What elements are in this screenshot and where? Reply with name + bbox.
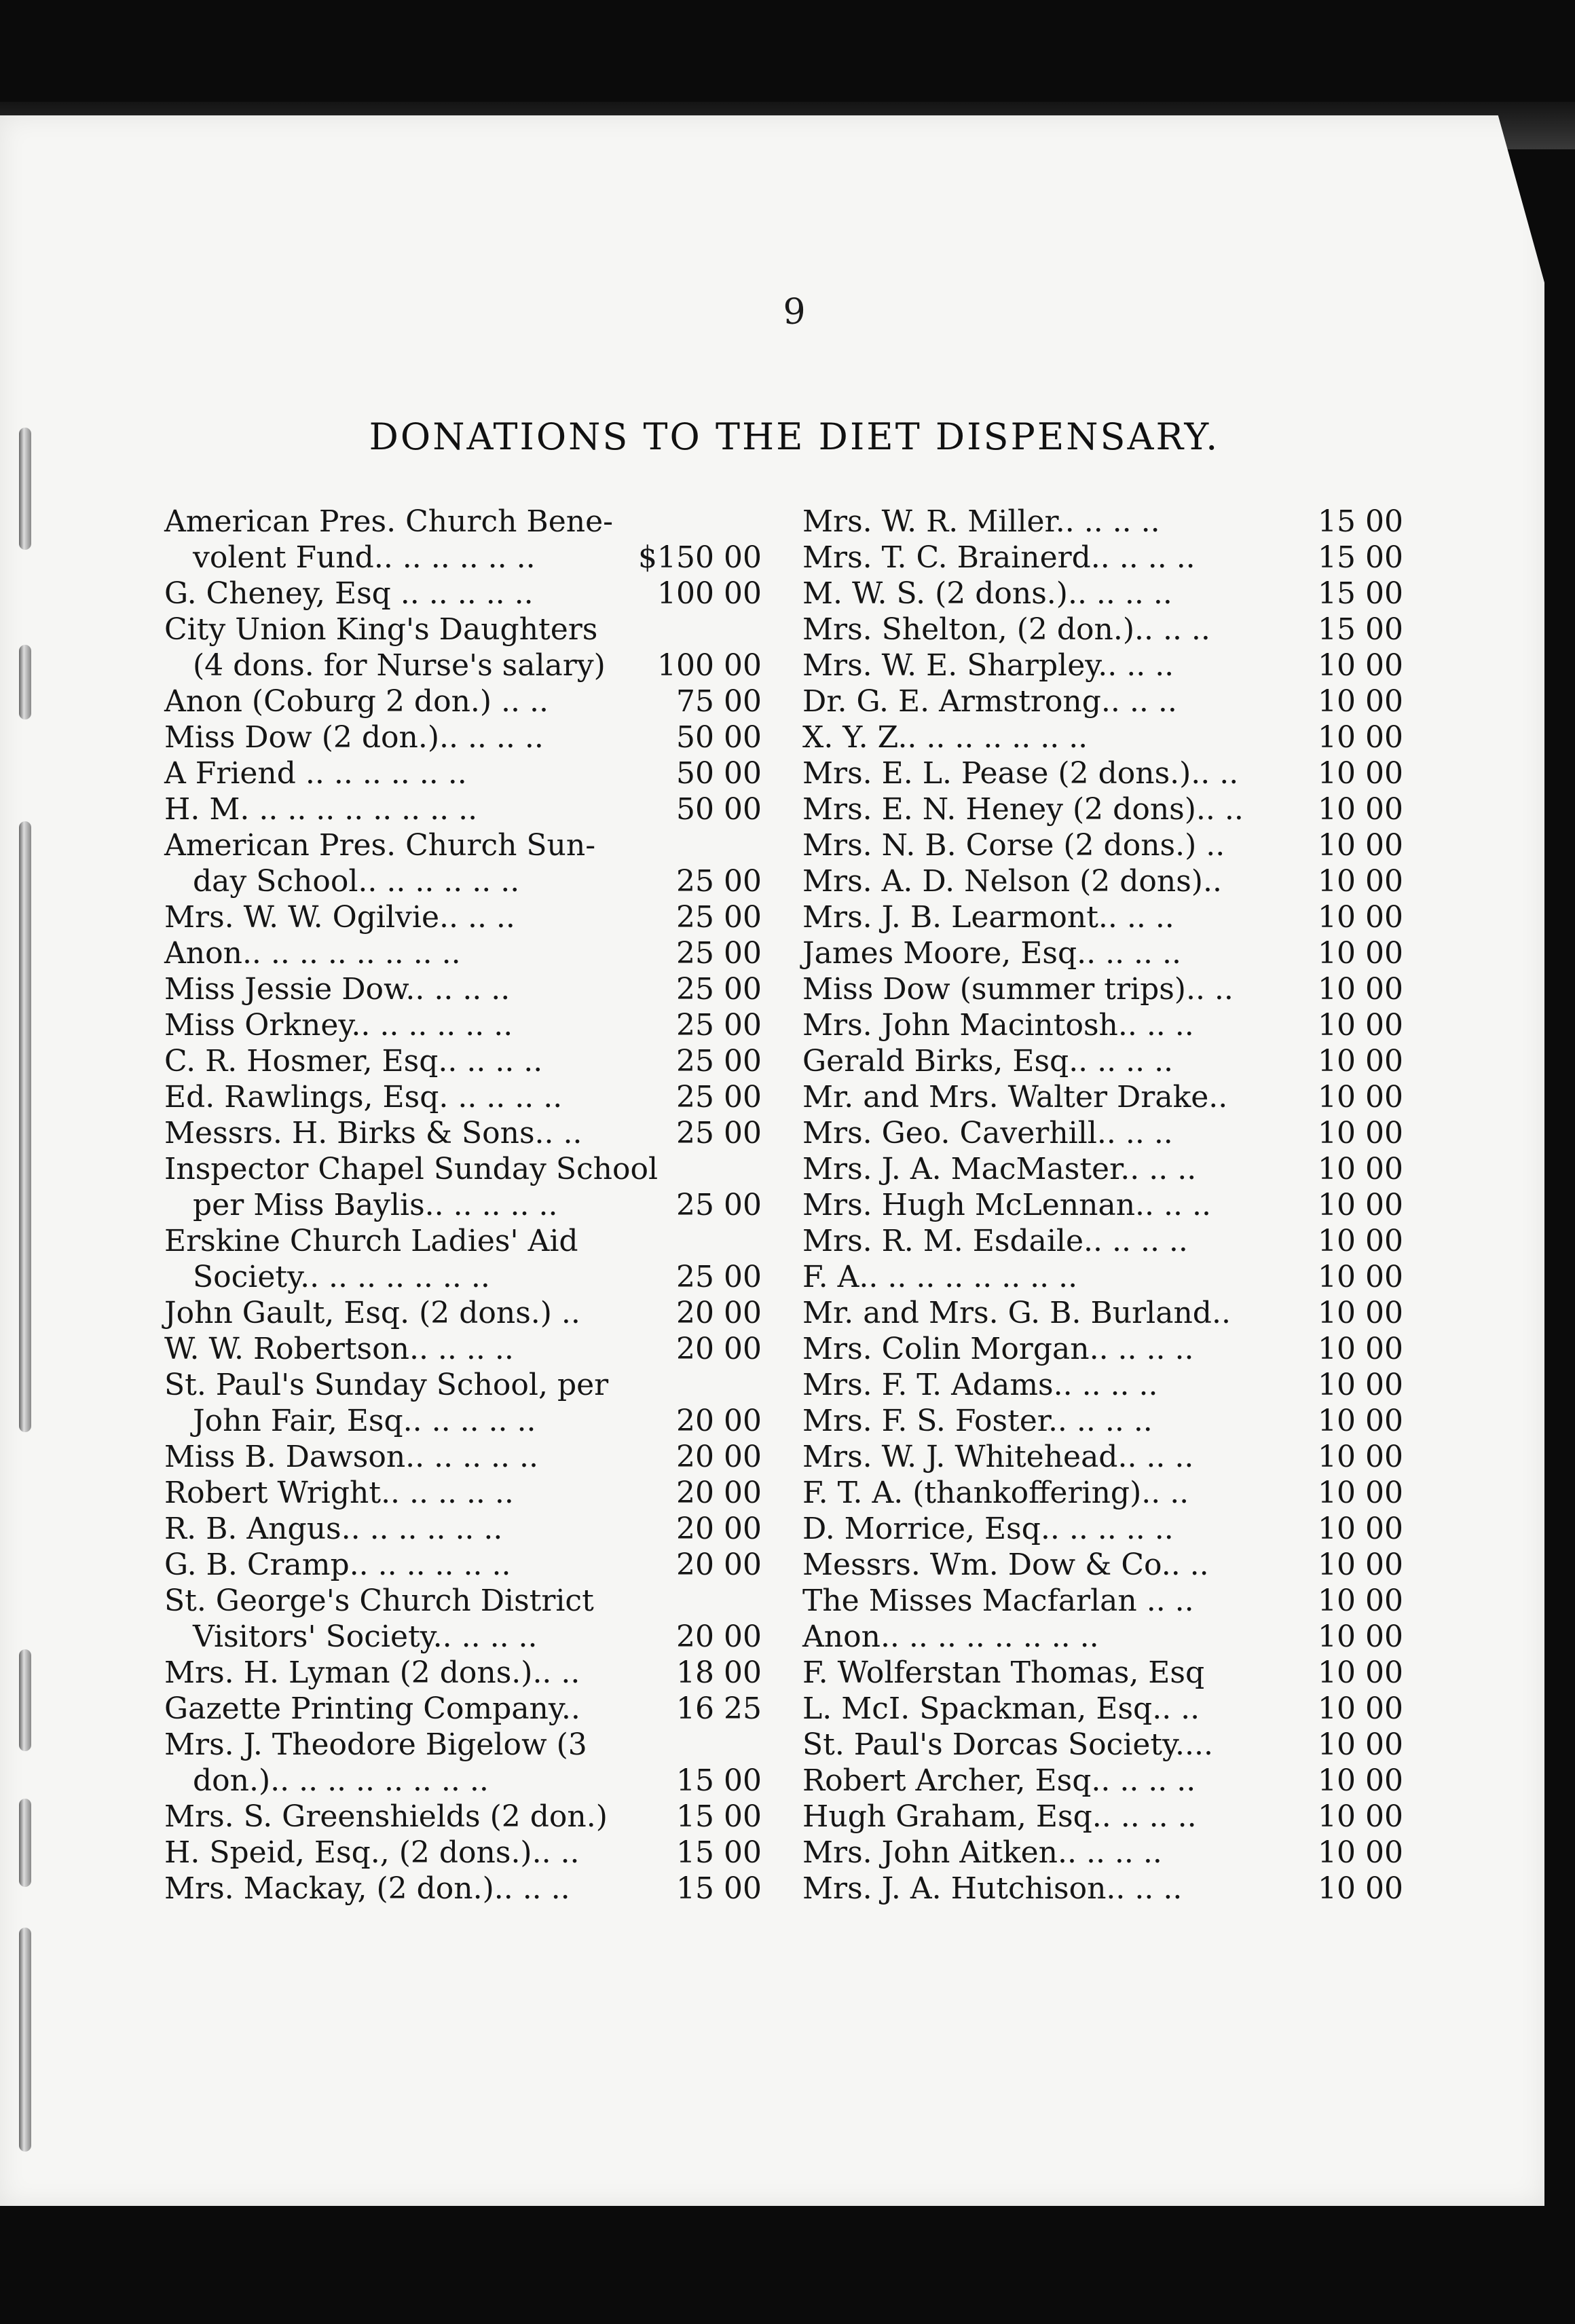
donation-amount: 10 00 (1318, 972, 1403, 1007)
donation-line (164, 1223, 762, 1259)
donation-line (802, 1439, 1403, 1475)
donation-line (164, 1151, 762, 1187)
donation-amount: 10 00 (1318, 828, 1403, 863)
donation-amount: 75 00 (676, 684, 762, 719)
donation-line (802, 540, 1403, 576)
donation-line (164, 1691, 762, 1727)
donor-name: Mrs. H. Lyman (2 dons.).. .. (164, 1655, 580, 1690)
donor-name: Miss B. Dawson.. .. .. .. .. (164, 1440, 538, 1474)
donor-name: Anon (Coburg 2 don.) .. .. (164, 684, 549, 719)
donation-amount: 10 00 (1318, 1583, 1403, 1618)
donation-amount: 50 00 (676, 720, 762, 755)
donation-line (802, 791, 1403, 827)
donation-amount: 10 00 (1318, 1260, 1403, 1294)
donor-name: Miss Dow (summer trips).. .. (802, 972, 1234, 1007)
donation-amount: 10 00 (1318, 1548, 1403, 1582)
donation-line (802, 504, 1403, 540)
donation-line (164, 1403, 762, 1439)
donation-amount: 25 00 (676, 1188, 762, 1222)
donation-line (802, 1871, 1403, 1907)
donation-amount: 25 00 (676, 1116, 762, 1150)
page-number: 9 (783, 292, 806, 333)
donation-line (164, 1835, 762, 1871)
donor-name: Mrs. Shelton, (2 don.).. .. .. (802, 612, 1210, 647)
donation-line (164, 1655, 762, 1691)
donor-name: Mrs. N. B. Corse (2 dons.) .. (802, 828, 1225, 863)
donations-right-column (802, 504, 1403, 1907)
donation-line (164, 971, 762, 1007)
donor-name: Dr. G. E. Armstrong.. .. .. (802, 684, 1177, 719)
donor-name: C. R. Hosmer, Esq.. .. .. .. (164, 1044, 543, 1079)
binding-thread (19, 645, 31, 719)
donation-amount: 10 00 (1318, 648, 1403, 683)
donation-line (164, 755, 762, 791)
donation-amount: 10 00 (1318, 900, 1403, 935)
donation-line (164, 1007, 762, 1043)
donation-amount: 15 00 (1318, 612, 1403, 647)
donation-line (802, 1763, 1403, 1799)
donor-name: A Friend .. .. .. .. .. .. (164, 756, 467, 791)
donation-line (164, 612, 762, 648)
donor-name: R. B. Angus.. .. .. .. .. .. (164, 1512, 503, 1546)
donation-amount: 10 00 (1318, 1368, 1403, 1402)
donor-name: Visitors' Society.. .. .. .. (193, 1619, 538, 1654)
donation-amount: 10 00 (1318, 684, 1403, 719)
donor-name: Anon.. .. .. .. .. .. .. .. (802, 1619, 1099, 1654)
donation-amount: 15 00 (1318, 576, 1403, 611)
donor-name: St. George's Church District (164, 1583, 594, 1618)
donation-line (802, 1295, 1403, 1331)
donor-name: City Union King's Daughters (164, 612, 598, 647)
donor-name: G. Cheney, Esq .. .. .. .. .. (164, 576, 534, 611)
donation-line (802, 1619, 1403, 1655)
binding-thread (19, 821, 31, 1432)
donor-name: Mrs. John Macintosh.. .. .. (802, 1008, 1194, 1043)
donor-name: Mrs. J. B. Learmont.. .. .. (802, 900, 1174, 935)
donor-name: Mrs. R. M. Esdaile.. .. .. .. (802, 1224, 1188, 1258)
donation-amount: 25 00 (676, 1044, 762, 1079)
donation-line (164, 1043, 762, 1079)
donation-line (164, 1187, 762, 1223)
donor-name: Anon.. .. .. .. .. .. .. .. (164, 936, 461, 971)
donation-line (164, 863, 762, 899)
donation-amount: 10 00 (1318, 1332, 1403, 1366)
donation-amount: 15 00 (1318, 540, 1403, 575)
donation-amount: 18 00 (676, 1655, 762, 1690)
donor-name: F. A.. .. .. .. .. .. .. .. (802, 1260, 1078, 1294)
donor-name: Ed. Rawlings, Esq. .. .. .. .. (164, 1080, 563, 1114)
donation-amount: 10 00 (1318, 720, 1403, 755)
donation-line (802, 827, 1403, 863)
donation-amount: 20 00 (676, 1548, 762, 1582)
donor-name: James Moore, Esq.. .. .. .. (802, 936, 1181, 971)
donation-line (802, 1583, 1403, 1619)
donation-line (802, 1799, 1403, 1835)
donation-line (164, 1475, 762, 1511)
donation-line (802, 612, 1403, 648)
donation-amount: 25 00 (676, 1080, 762, 1114)
donation-amount: 10 00 (1318, 864, 1403, 899)
donation-line (164, 791, 762, 827)
donor-name: Mrs. S. Greenshields (2 don.) (164, 1799, 608, 1834)
donor-name: per Miss Baylis.. .. .. .. .. (193, 1188, 558, 1222)
donor-name: Messrs. Wm. Dow & Co.. .. (802, 1548, 1209, 1582)
donation-line (164, 1619, 762, 1655)
donor-name: don.).. .. .. .. .. .. .. .. (193, 1763, 489, 1798)
donation-line (164, 1079, 762, 1115)
donation-line (802, 1727, 1403, 1763)
donor-name: Inspector Chapel Sunday School (164, 1152, 659, 1186)
donation-amount: 10 00 (1318, 1619, 1403, 1654)
donation-line (802, 1007, 1403, 1043)
donor-name: Mrs. J. A. MacMaster.. .. .. (802, 1152, 1197, 1186)
donation-line (164, 683, 762, 719)
donor-name: M. W. S. (2 dons.).. .. .. .. (802, 576, 1172, 611)
donor-name: Society.. .. .. .. .. .. .. (193, 1260, 490, 1294)
donation-line (802, 863, 1403, 899)
donation-line (164, 1511, 762, 1547)
donation-amount: 10 00 (1318, 1116, 1403, 1150)
donation-line (802, 1151, 1403, 1187)
donation-amount: 10 00 (1318, 1224, 1403, 1258)
donation-line (164, 1367, 762, 1403)
page-title: DONATIONS TO THE DIET DISPENSARY. (369, 415, 1220, 458)
donation-amount: 25 00 (676, 936, 762, 971)
donation-line (164, 1583, 762, 1619)
donation-amount: 10 00 (1318, 1440, 1403, 1474)
donation-line (802, 935, 1403, 971)
donation-line (802, 1367, 1403, 1403)
donation-line (164, 504, 762, 540)
donor-name: Mr. and Mrs. G. B. Burland.. (802, 1296, 1231, 1330)
donor-name: Robert Wright.. .. .. .. .. (164, 1476, 514, 1510)
donor-name: Gerald Birks, Esq.. .. .. .. (802, 1044, 1174, 1079)
donation-line (164, 899, 762, 935)
donor-name: Mrs. E. N. Heney (2 dons).. .. (802, 792, 1244, 827)
donor-name: W. W. Robertson.. .. .. .. (164, 1332, 514, 1366)
donor-name: Gazette Printing Company.. (164, 1691, 580, 1726)
donation-amount: 25 00 (676, 1008, 762, 1043)
donor-name: Mrs. F. S. Foster.. .. .. .. (802, 1404, 1153, 1438)
donation-amount: 15 00 (676, 1799, 762, 1834)
donation-line (802, 1259, 1403, 1295)
donor-name: American Pres. Church Bene- (164, 504, 614, 539)
donation-amount: 10 00 (1318, 1727, 1403, 1762)
donation-line (802, 1187, 1403, 1223)
donation-amount: 10 00 (1318, 756, 1403, 791)
donation-line (802, 1547, 1403, 1583)
donation-line (164, 1799, 762, 1835)
donor-name: H. Speid, Esq., (2 dons.).. .. (164, 1835, 580, 1870)
donation-amount: 50 00 (676, 792, 762, 827)
donation-amount: 15 00 (1318, 504, 1403, 539)
binding-thread (19, 1928, 31, 2152)
donation-line (802, 1691, 1403, 1727)
donation-amount: 10 00 (1318, 1044, 1403, 1079)
donor-name: Mrs. John Aitken.. .. .. .. (802, 1835, 1162, 1870)
donation-amount: 10 00 (1318, 792, 1403, 827)
donation-amount: 100 00 (657, 648, 762, 683)
donation-line (802, 1475, 1403, 1511)
donor-name: Mrs. W. J. Whitehead.. .. .. (802, 1440, 1194, 1474)
donation-amount: 15 00 (676, 1763, 762, 1798)
donation-amount: 10 00 (1318, 1655, 1403, 1690)
donation-line (802, 1115, 1403, 1151)
donation-line (164, 1763, 762, 1799)
donation-line (164, 1331, 762, 1367)
donation-line (164, 576, 762, 612)
donation-line (802, 576, 1403, 612)
donation-line (164, 540, 762, 576)
binding-thread (19, 1799, 31, 1887)
donor-name: Miss Dow (2 don.).. .. .. .. (164, 720, 544, 755)
donation-amount: 20 00 (676, 1404, 762, 1438)
donation-line (164, 1115, 762, 1151)
donation-amount: 20 00 (676, 1619, 762, 1654)
donor-name: Messrs. H. Birks & Sons.. .. (164, 1116, 582, 1150)
donation-line (164, 1547, 762, 1583)
donation-line (802, 648, 1403, 683)
donor-name: Hugh Graham, Esq.. .. .. .. (802, 1799, 1197, 1834)
donation-line (164, 1871, 762, 1907)
donation-line (164, 719, 762, 755)
donation-amount: 25 00 (676, 1260, 762, 1294)
donation-line (802, 971, 1403, 1007)
donation-amount: 15 00 (676, 1835, 762, 1870)
binding-threads (0, 414, 48, 2179)
donation-line (802, 719, 1403, 755)
donations-left-column (164, 504, 762, 1907)
donor-name: Robert Archer, Esq.. .. .. .. (802, 1763, 1196, 1798)
donation-line (164, 935, 762, 971)
donation-line (802, 899, 1403, 935)
donor-name: D. Morrice, Esq.. .. .. .. .. (802, 1512, 1174, 1546)
donor-name: F. T. A. (thankoffering).. .. (802, 1476, 1189, 1510)
donor-name: H. M. .. .. .. .. .. .. .. .. (164, 792, 478, 827)
donation-amount: 10 00 (1318, 936, 1403, 971)
donation-amount: 10 00 (1318, 1799, 1403, 1834)
donor-name: Mrs. E. L. Pease (2 dons.).. .. (802, 756, 1239, 791)
donation-line (164, 1439, 762, 1475)
donation-line (802, 1331, 1403, 1367)
donor-name: John Fair, Esq.. .. .. .. .. (193, 1404, 536, 1438)
donation-amount: 10 00 (1318, 1080, 1403, 1114)
donation-amount: 50 00 (676, 756, 762, 791)
donor-name: Mrs. W. W. Ogilvie.. .. .. (164, 900, 515, 935)
donor-name: American Pres. Church Sun- (164, 828, 596, 863)
donor-name: F. Wolferstan Thomas, Esq (802, 1655, 1205, 1690)
donation-amount: 25 00 (676, 864, 762, 899)
donor-name: Miss Jessie Dow.. .. .. .. (164, 972, 511, 1007)
donor-name: The Misses Macfarlan .. .. (802, 1583, 1194, 1618)
donor-name: Mrs. Hugh McLennan.. .. .. (802, 1188, 1211, 1222)
donor-name: Erskine Church Ladies' Aid (164, 1224, 578, 1258)
donor-name: St. Paul's Dorcas Society.... (802, 1727, 1213, 1762)
donor-name: Mrs. F. T. Adams.. .. .. .. (802, 1368, 1158, 1402)
donation-line (802, 1223, 1403, 1259)
donor-name: Mrs. J. A. Hutchison.. .. .. (802, 1871, 1183, 1906)
donation-amount: 15 00 (676, 1871, 762, 1906)
donation-line (164, 1727, 762, 1763)
binding-thread (19, 1649, 31, 1751)
donation-amount: 20 00 (676, 1476, 762, 1510)
donation-amount: 10 00 (1318, 1152, 1403, 1186)
donor-name: Mrs. Mackay, (2 don.).. .. .. (164, 1871, 570, 1906)
donor-name: volent Fund.. .. .. .. .. .. (193, 540, 536, 575)
donation-line (802, 1835, 1403, 1871)
donor-name: Mrs. Colin Morgan.. .. .. .. (802, 1332, 1194, 1366)
donor-name: day School.. .. .. .. .. .. (193, 864, 520, 899)
donation-amount: 10 00 (1318, 1691, 1403, 1726)
donation-line (802, 1079, 1403, 1115)
donor-name: G. B. Cramp.. .. .. .. .. .. (164, 1548, 511, 1582)
donor-name: Mr. and Mrs. Walter Drake.. (802, 1080, 1228, 1114)
donation-amount: 10 00 (1318, 1296, 1403, 1330)
donor-name: X. Y. Z.. .. .. .. .. .. .. (802, 720, 1088, 755)
donation-amount: 20 00 (676, 1512, 762, 1546)
donor-name: Mrs. W. R. Miller.. .. .. .. (802, 504, 1160, 539)
donation-line (802, 1655, 1403, 1691)
donation-line (802, 1511, 1403, 1547)
donor-name: Miss Orkney.. .. .. .. .. .. (164, 1008, 513, 1043)
donor-name: Mrs. A. D. Nelson (2 dons).. (802, 864, 1222, 899)
donation-line (802, 1403, 1403, 1439)
donor-name: Mrs. T. C. Brainerd.. .. .. .. (802, 540, 1196, 575)
donation-line (802, 683, 1403, 719)
donation-line (802, 1043, 1403, 1079)
donation-amount: 20 00 (676, 1332, 762, 1366)
donation-amount: 10 00 (1318, 1404, 1403, 1438)
donation-amount: 20 00 (676, 1440, 762, 1474)
donation-amount: 10 00 (1318, 1835, 1403, 1870)
donor-name: L. McI. Spackman, Esq.. .. (802, 1691, 1200, 1726)
donor-name: Mrs. J. Theodore Bigelow (3 (164, 1727, 587, 1762)
donation-amount: $150 00 (638, 540, 762, 575)
donor-name: (4 dons. for Nurse's salary) (193, 648, 606, 683)
donation-amount: 10 00 (1318, 1008, 1403, 1043)
donation-line (164, 648, 762, 683)
donor-name: St. Paul's Sunday School, per (164, 1368, 609, 1402)
donation-line (164, 1259, 762, 1295)
donation-amount: 100 00 (657, 576, 762, 611)
donation-amount: 10 00 (1318, 1871, 1403, 1906)
donation-amount: 10 00 (1318, 1512, 1403, 1546)
donation-line (802, 755, 1403, 791)
donation-amount: 16 25 (676, 1691, 762, 1726)
donation-amount: 20 00 (676, 1296, 762, 1330)
donation-line (164, 827, 762, 863)
donation-amount: 10 00 (1318, 1188, 1403, 1222)
donation-amount: 10 00 (1318, 1476, 1403, 1510)
donor-name: Mrs. W. E. Sharpley.. .. .. (802, 648, 1174, 683)
donation-amount: 25 00 (676, 972, 762, 1007)
donation-amount: 10 00 (1318, 1763, 1403, 1798)
donation-amount: 25 00 (676, 900, 762, 935)
donor-name: John Gault, Esq. (2 dons.) .. (164, 1296, 580, 1330)
donor-name: Mrs. Geo. Caverhill.. .. .. (802, 1116, 1173, 1150)
donation-line (164, 1295, 762, 1331)
